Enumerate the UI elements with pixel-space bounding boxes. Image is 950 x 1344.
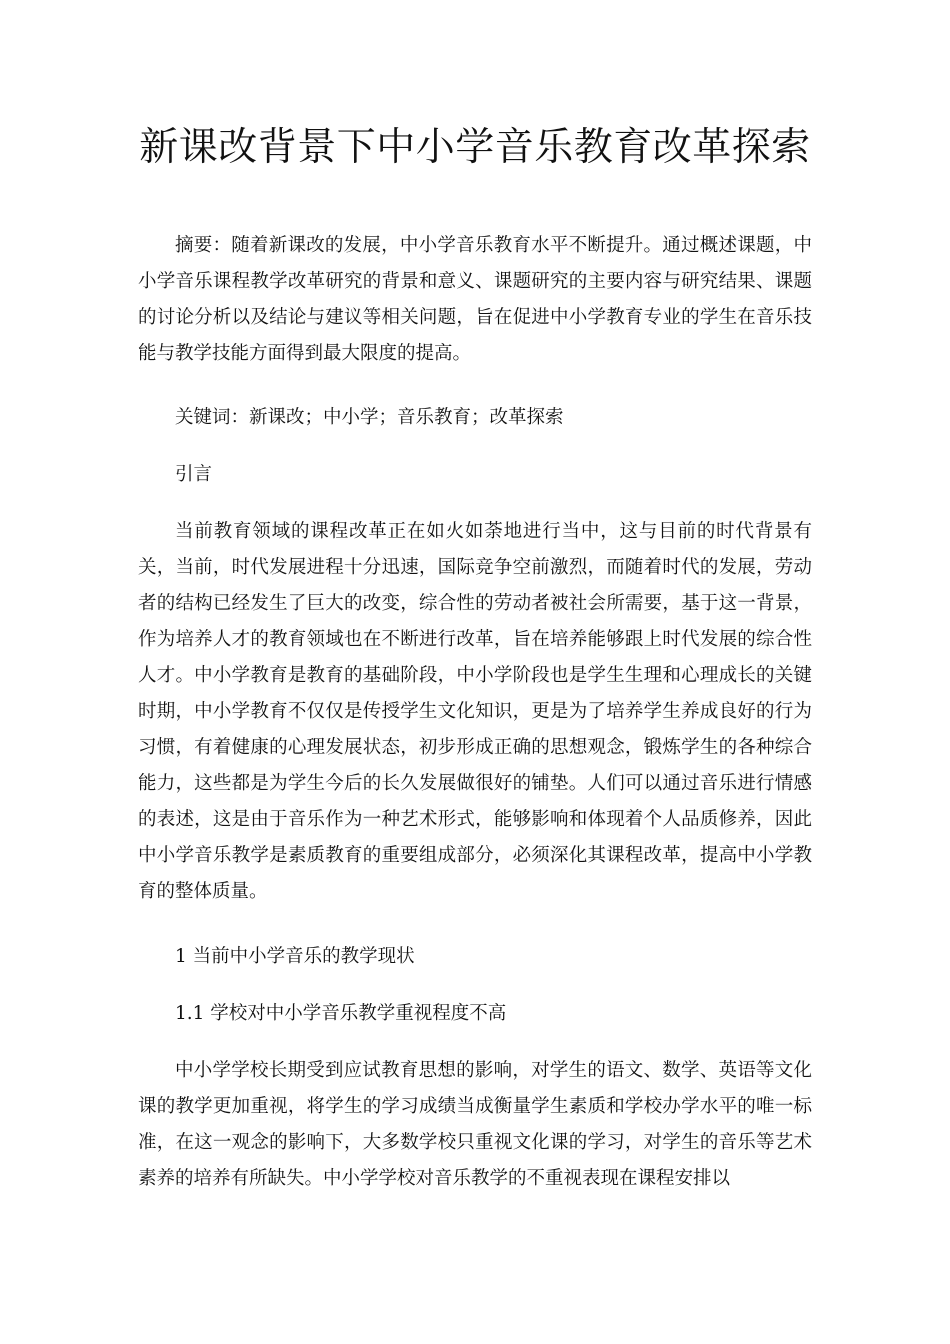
section-1-heading: 1 当前中小学音乐的教学现状	[175, 946, 415, 967]
intro-paragraph: 当前教育领域的课程改革正在如火如荼地进行当中，这与目前的时代背景有关，当前，时代发展进程十分迅速，国际竞争空前激烈，而随着时代的发展，劳动者的结构已经发生了巨大的改变，综合性的劳动者被社会所需要，基于这一背景，作为培养人才的教育领域也在不断进行改革，旨在培养能够跟上时代发展的综合性人才。中小学教育是教育的基础阶段，中小学阶段也是学生生理和心理成长的关键时期，中小学教育不仅仅是传授学生文化知识，更是为了培养学生养成良好的行为习惯，有着健康的心理发展状态，初步形成正确的思想观念，锻炼学生的各种综合能力，这些都是为学生今后的长久发展做很好的铺垫。人们可以通过音乐进行情感的表述，这是由于音乐作为一种艺术形式，能够影响和体现着个人品质修养，因此中小学音乐教学是素质教育的重要组成部分，必须深化其课程改革，提高中小学教育的整体质量。	[138, 521, 812, 902]
keywords-line: 关键词：新课改；中小学；音乐教育；改革探索	[175, 407, 564, 428]
section-1-1-paragraph: 中小学学校长期受到应试教育思想的影响，对学生的语文、数学、英语等文化课的教学更加重视，将学生的学习成绩当成衡量学生素质和学校办学水平的唯一标准，在这一观念的影响下，大多数学校只重视文化课的学习，对学生的音乐等艺术素养的培养有所缺失。中小学学校对音乐教学的不重视表现在课程安排以	[138, 1060, 812, 1189]
section-1-1-heading: 1.1 学校对中小学音乐教学重视程度不高	[175, 1003, 507, 1024]
intro-heading: 引言	[175, 464, 213, 485]
document-title: 新课改背景下中小学音乐教育改革探索	[139, 125, 811, 170]
abstract-paragraph: 摘要：随着新课改的发展，中小学音乐教育水平不断提升。通过概述课题，中小学音乐课程教学改革研究的背景和意义、课题研究的主要内容与研究结果、课题的讨论分析以及结论与建议等相关问题，旨在促进中小学教育专业的学生在音乐技能与教学技能方面得到最大限度的提高。	[138, 235, 812, 364]
